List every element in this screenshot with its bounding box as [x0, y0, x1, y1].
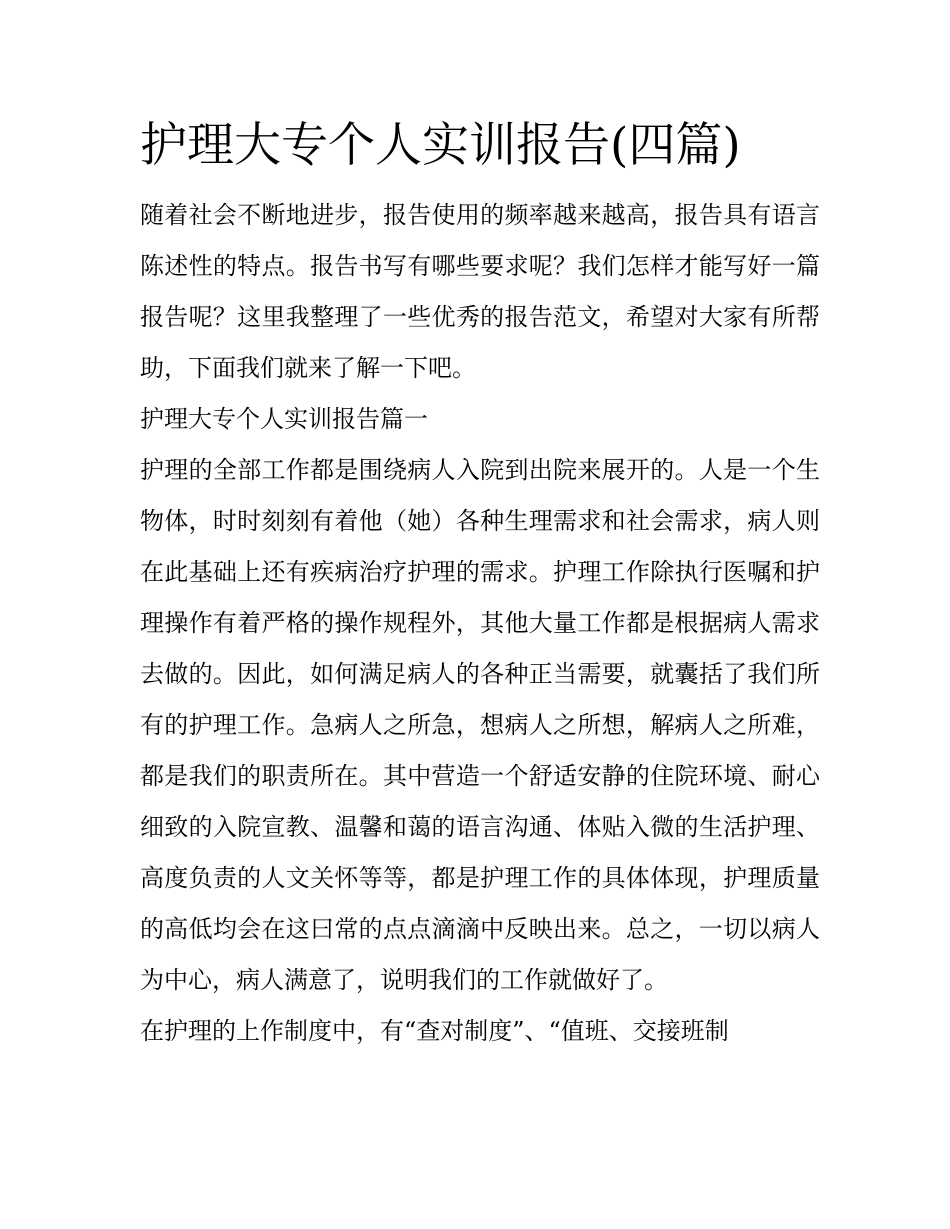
section-heading: 护理大专个人实训报告篇一: [140, 405, 428, 433]
intro-paragraph: 随着社会不断地进步，报告使用的频率越来越高，报告具有语言陈述性的特点。报告书写有哪些要求呢？我们怎样才能写好一篇报告呢？这里我整理了一些优秀的报告范文，希望对大家有所帮助，下面我们就来了解一下吧。: [140, 201, 820, 382]
body-paragraph-1: 护理的全部工作都是围绕病人入院到出院来展开的。人是一个生物体，时时刻刻有着他（她）各种生理需求和社会需求，病人则在此基础上还有疾病治疗护理的需求。护理工作除执行医嘱和护理操作有着严格的操作规程外，其他大量工作都是根据病人需求去做的。因此，如何满足病人的各种正当需要，就囊括了我们所有的护理工作。急病人之所急，想病人之所想，解病人之所难，都是我们的职责所在。其中营造一个舒适安静的住院环境、耐心细致的入院宣教、温馨和蔼的语言沟通、体贴入微的生活护理、高度负责的人文关怀等等，都是护理工作的具体体现，护理质量的高低均会在这曰常的点点滴滴中反映出来。总之，一切以病人为中心，病人满意了，说明我们的工作就做好了。: [140, 456, 820, 994]
body-paragraph-2: 在护理的上作制度中，有“查对制度”、“值班、交接班制: [140, 1017, 729, 1045]
document-page: [140, 110, 820, 1057]
document-title: 护理大专个人实训报告(四篇): [140, 118, 741, 173]
